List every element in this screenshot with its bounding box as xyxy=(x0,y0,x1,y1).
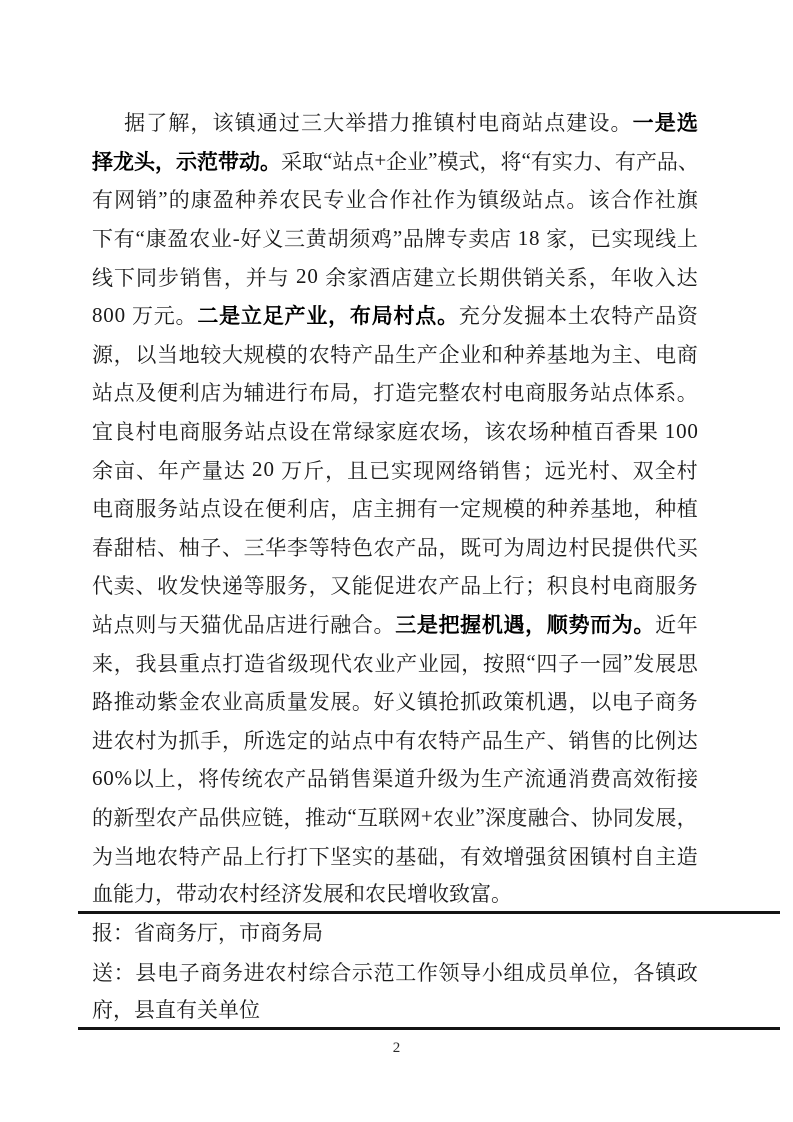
body-line: 血能力，带动农村经济发展和农民增收致富。 xyxy=(92,881,512,906)
body-line: 春 甜 桔 、 柚 子 、 三 华 李 等 特 色 农 产 品 ， 既 可 为 周 边 村 民 提 供 代 买 xyxy=(92,535,698,560)
body-line: 站 点 及 便 利 店 为 辅 进 行 布 局 ， 打 造 完 整 农 村 电 商 服 务 站 点 体 系 。 xyxy=(92,381,698,406)
body-line: 余 亩 、 年 产 量 达 2 0 万 斤 ， 且 已 实 现 网 络 销 售 ； 远 光 村 、 双 全 村 xyxy=(92,457,698,483)
footer-line: 送 ： 县 电 子 商 务 进 农 村 综 合 示 范 工 作 领 导 小 组 成 员 单 位 ， 各 镇 政 xyxy=(92,960,698,985)
body-line: 宜 良 村 电 商 服 务 站 点 设 在 常 绿 家 庭 农 场 ， 该 农 场 种 植 百 香 果 1 0 0 xyxy=(92,418,698,445)
body-line: 的 新 型 农 产 品 供 应 链 ， 推 动 “ 互 联 网 + 农 业 ” 深 度 融 合 、 协 同 发 展 ， xyxy=(92,804,698,830)
body-line: 有 网 销 ” 的 康 盈 种 养 农 民 专 业 合 作 社 作 为 镇 级 站 点 。 该 合 作 社 旗 xyxy=(92,186,698,213)
body-line: 6 0 % 以 上 ， 将 传 统 农 产 品 销 售 渠 道 升 级 为 生 产 流 通 消 费 高 效 衔 接 xyxy=(92,765,698,792)
body-line: 为 当 地 农 特 产 品 上 行 打 下 坚 实 的 基 础 ， 有 效 增 强 贫 困 镇 村 自 主 造 xyxy=(92,844,698,869)
footer-line: 报：省商务厅，市商务局 xyxy=(92,921,323,945)
body-line: 进 农 村 为 抓 手 ， 所 选 定 的 站 点 中 有 农 特 产 品 生 产 、 销 售 的 比 例 达 xyxy=(92,728,698,753)
body-line: 8 0 0 万 元 。 二 是 立 足 产 业 ， 布 局 村 点 。 充 分 发 掘 本 土 农 特 产 品 资 xyxy=(92,302,698,329)
body-line: 代 卖 、 收 发 快 递 等 服 务 ， 又 能 促 进 农 产 品 上 行 ； 积 良 村 电 商 服 务 xyxy=(92,574,698,599)
body-line: 择 龙 头 ， 示 范 带 动 。 采 取 “ 站 点 + 企 业 ” 模 式 ， 将 “ 有 实 力 、 有 产 品 、 xyxy=(92,148,699,174)
footer-line: 府，县直有关单位 xyxy=(92,998,260,1023)
body-line: 据 了 解 ， 该 镇 通 过 三 大 举 措 力 推 镇 村 电 商 站 点 建 设 。 一 是 选 xyxy=(124,111,698,136)
body-line: 源 ， 以 当 地 较 大 规 模 的 农 特 产 品 生 产 企 业 和 种 养 基 地 为 主 、 电 商 xyxy=(92,342,698,367)
document-body-paragraph xyxy=(92,103,698,913)
body-line: 路 推 动 紫 金 农 业 高 质 量 发 展 。 好 义 镇 抢 抓 政 策 机 遇 ， 以 电 子 商 务 xyxy=(92,690,698,715)
body-line: 站 点 则 与 天 猫 优 品 店 进 行 融 合 。 三 是 把 握 机 遇 ， 顺 势 而 为 。 近 年 xyxy=(92,613,698,638)
footer-separator-bottom xyxy=(78,1027,780,1030)
footer-distribution-list xyxy=(92,914,698,1030)
body-line: 电 商 服 务 站 点 设 在 便 利 店 ， 店 主 拥 有 一 定 规 模 的 种 养 基 地 ， 种 植 xyxy=(92,497,698,522)
body-line: 线 下 同 步 销 售 ， 并 与 2 0 余 家 酒 店 建 立 长 期 供 销 关 系 ， 年 收 入 达 xyxy=(92,264,698,290)
body-line: 下 有 “ 康 盈 农 业 - 好 义 三 黄 胡 须 鸡 ” 品 牌 专 卖 店 1 8 家 ， 已 实 现 线 上 xyxy=(92,225,698,252)
body-line: 来 ， 我 县 重 点 打 造 省 级 现 代 农 业 产 业 园 ， 按 照 “ 四 子 一 园 ” 发 展 思 xyxy=(92,650,698,676)
page-number: 2 xyxy=(392,1040,401,1056)
